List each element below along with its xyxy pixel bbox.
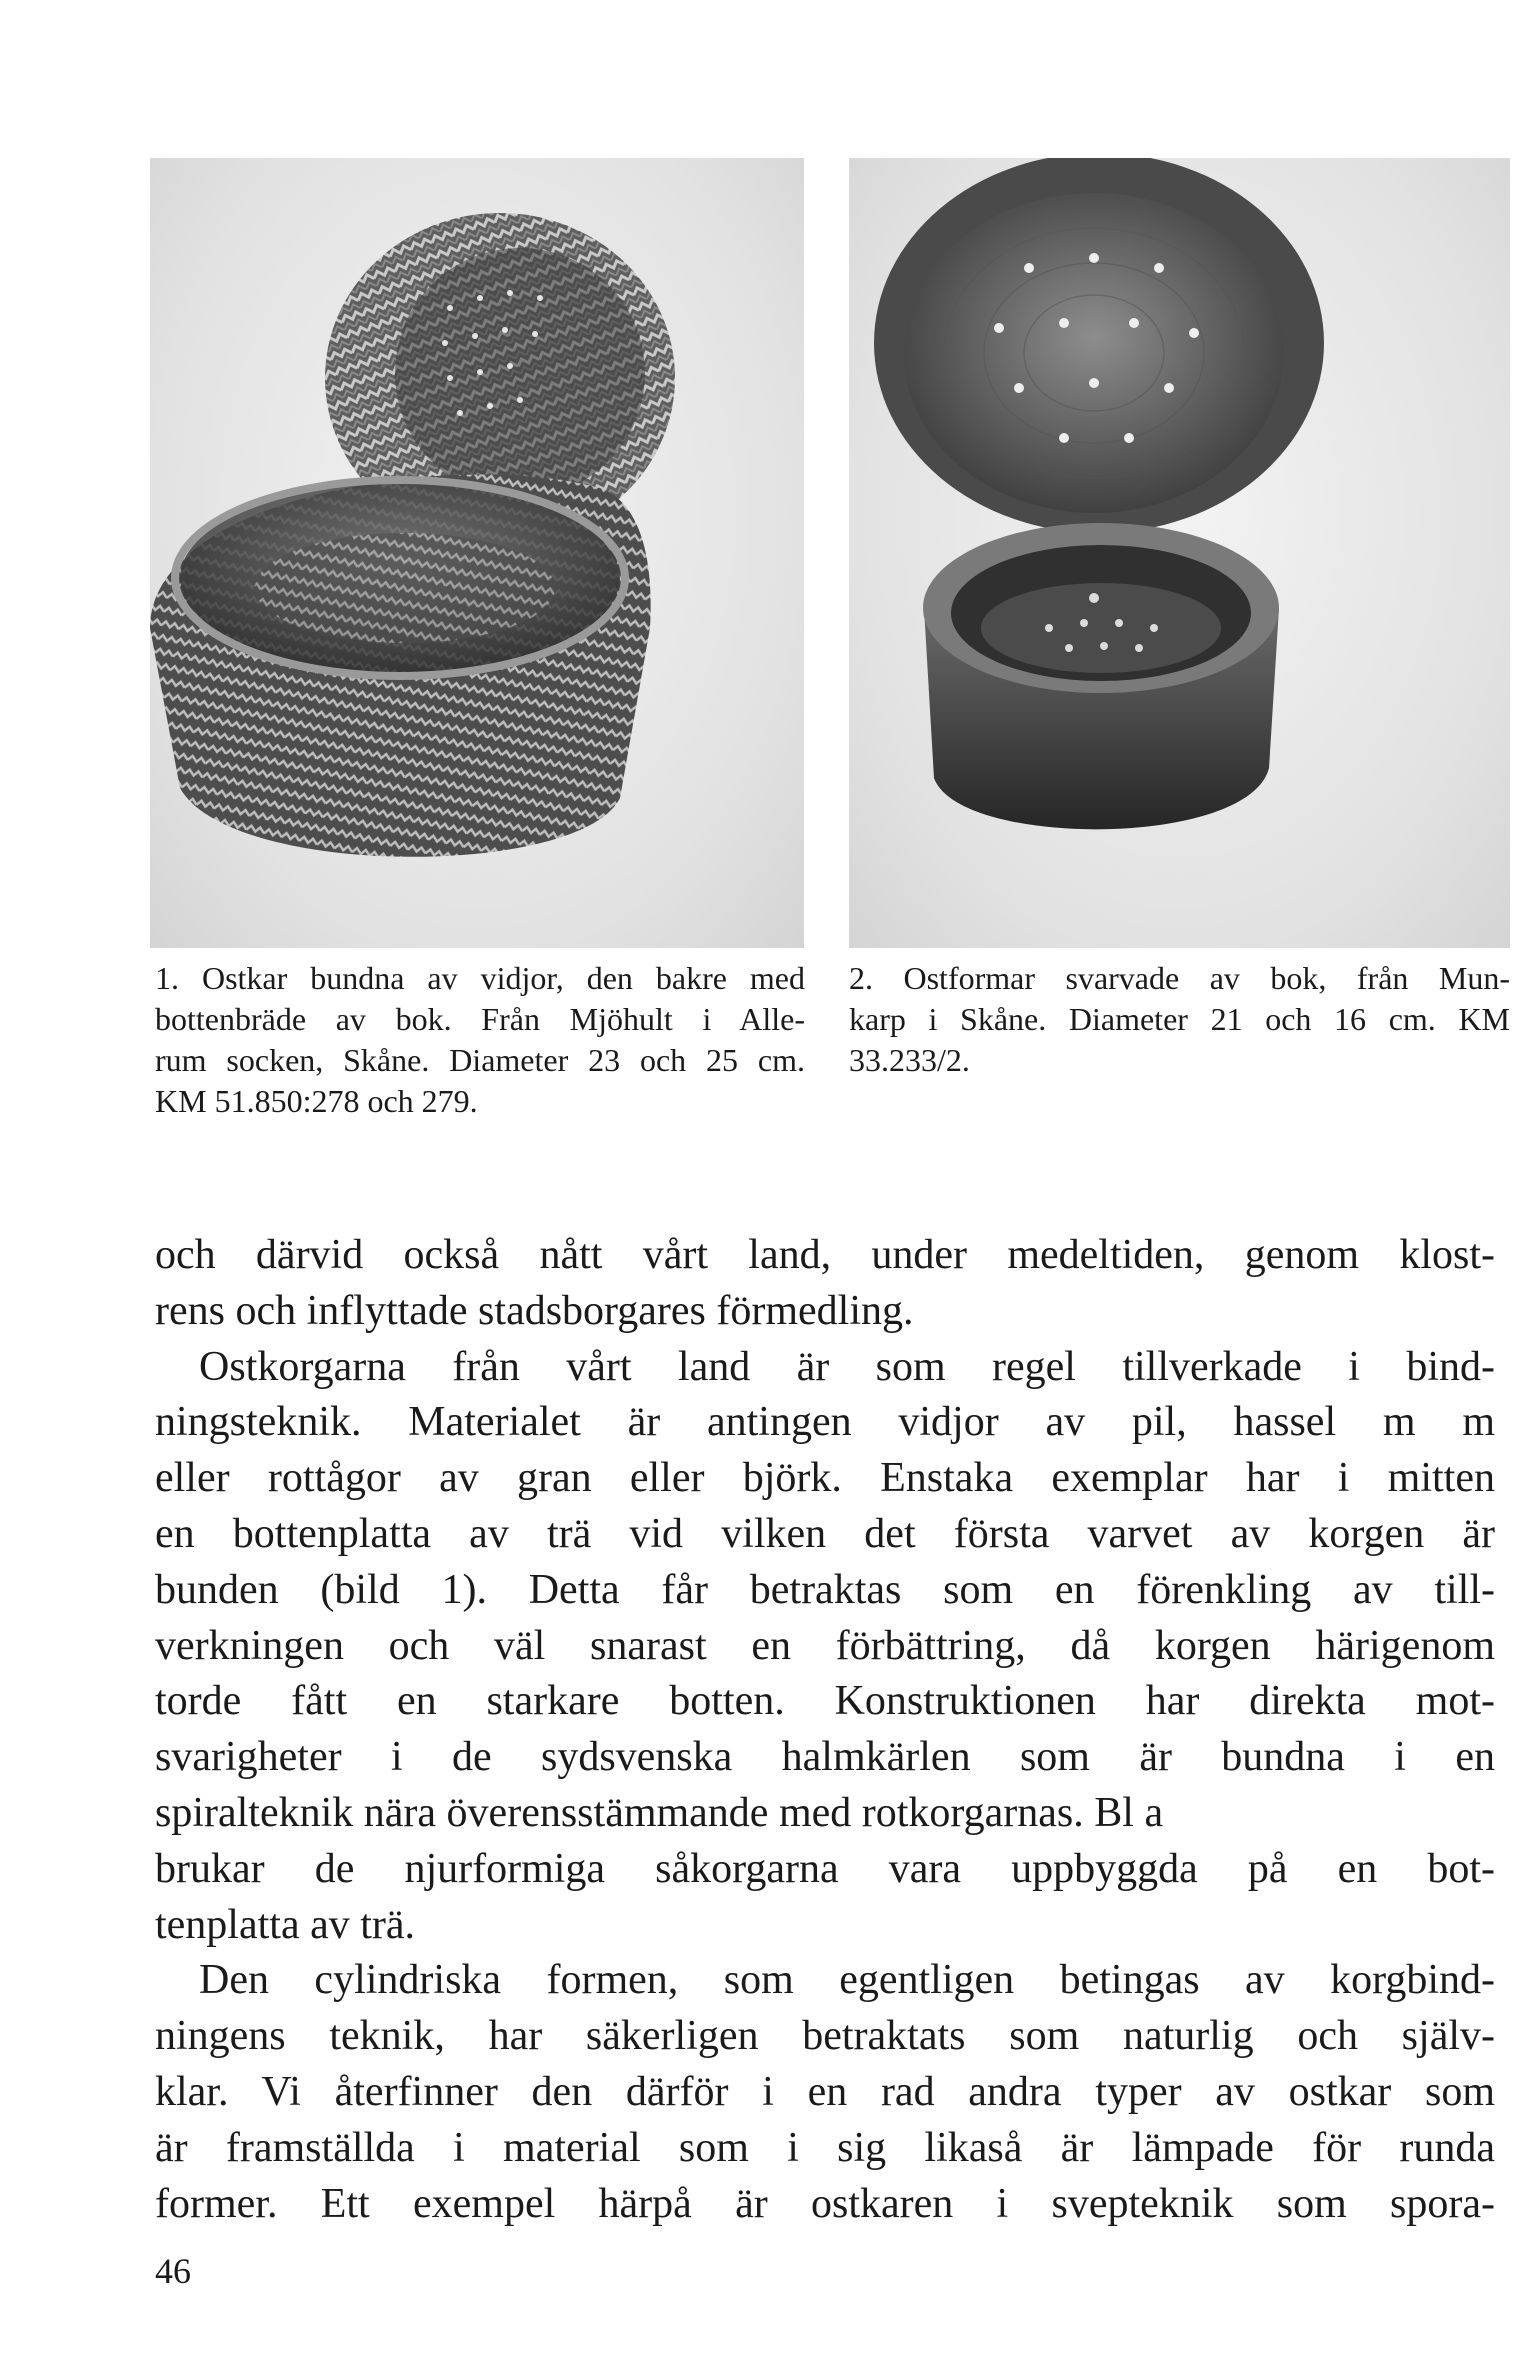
body-line: tenplatta av trä. (155, 1901, 416, 1948)
body-line: svarigheter i de sydsvenska halmkärlen som är bundna i en (155, 1734, 1495, 1781)
body-line: och därvid också nått vårt land, under medeltiden, genom klost- (155, 1232, 1495, 1278)
body-line: klar. Vi återfinner den därför i en rad andra typer av ostkar som (155, 2068, 1495, 2115)
page-number: 46 (155, 2251, 191, 2291)
figure-1-woven-baskets-photo (150, 158, 804, 948)
body-line: torde fått en starkare botten. Konstruktionen har direkta mot- (155, 1678, 1495, 1725)
caption-line: KM 51.850:278 och 279. (155, 1083, 478, 1119)
body-line: är framställda i material som i sig likaså är lämpade för runda (155, 2124, 1495, 2171)
caption-line: 1. Ostkar bundna av vidjor, den bakre med (155, 960, 805, 996)
figure-1-caption (155, 958, 805, 1122)
wooden-molds-illustration (849, 158, 1510, 948)
body-line: spiralteknik nära överensstämmande med rotkorgarnas. Bl a (155, 1789, 1164, 1836)
caption-line: bottenbräde av bok. Från Mjöhult i Alle- (155, 1001, 805, 1037)
body-line: brukar de njurformiga såkorgarna vara uppbyggda på en bot- (155, 1845, 1495, 1892)
caption-line: 33.233/2. (849, 1042, 970, 1078)
body-line: bunden (bild 1). Detta får betraktas som en förenkling av till- (155, 1566, 1495, 1613)
body-line: verkningen och väl snarast en förbättring, då korgen härigenom (155, 1622, 1495, 1669)
caption-line: karp i Skåne. Diameter 21 och 16 cm. KM (849, 1001, 1510, 1037)
body-line: eller rottågor av gran eller björk. Enstaka exemplar har i mitten (155, 1455, 1495, 1502)
body-line: rens och inflyttade stadsborgares förmedling. (155, 1287, 914, 1334)
body-line: Ostkorgarna från vårt land är som regel tillverkade i bind- (199, 1343, 1495, 1390)
figure-2-wooden-molds-photo (849, 158, 1510, 948)
caption-line: rum socken, Skåne. Diameter 23 och 25 cm. (155, 1042, 805, 1078)
caption-line: 2. Ostformar svarvade av bok, från Mun- (849, 960, 1510, 996)
body-line: ningens teknik, har säkerligen betraktats som naturlig och själv- (155, 2013, 1495, 2060)
body-line: en bottenplatta av trä vid vilken det första varvet av korgen är (155, 1510, 1495, 1557)
woven-baskets-illustration (150, 158, 804, 948)
figure-2-caption (849, 958, 1510, 1081)
body-text (155, 1228, 1495, 2232)
body-line: Den cylindriska formen, som egentligen betingas av korgbind- (199, 1957, 1495, 2004)
body-line: former. Ett exempel härpå är ostkaren i svepteknik som spora- (155, 2180, 1495, 2227)
body-line: ningsteknik. Materialet är antingen vidjor av pil, hassel m m (155, 1399, 1495, 1446)
